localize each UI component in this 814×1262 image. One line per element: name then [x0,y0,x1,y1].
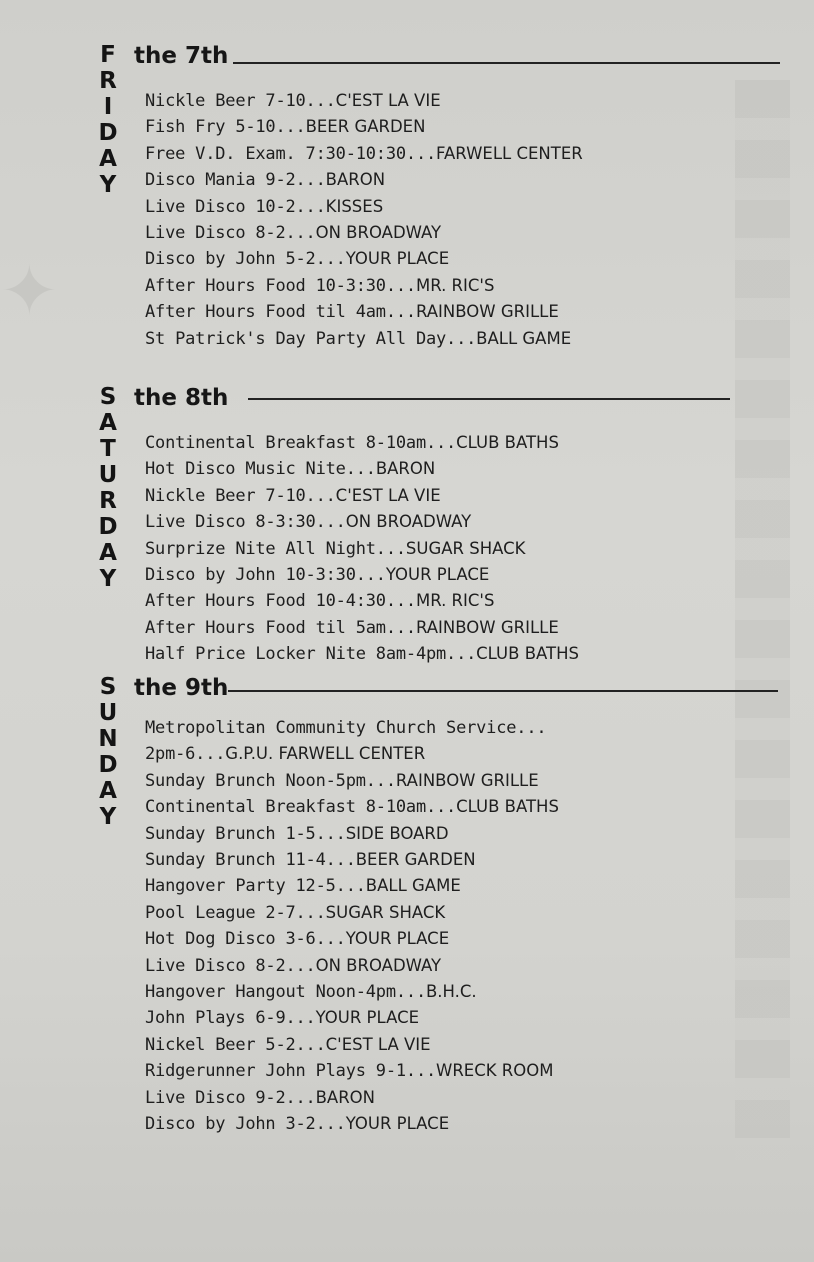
day-letter: Y [99,172,117,198]
day-letter: A [99,778,117,804]
event-item: Sunday Brunch 11-4...BEER GARDEN [145,850,476,871]
day-date-header: the 9th [134,675,229,701]
event-item: Nickle Beer 7-10...C'EST LA VIE [145,91,441,111]
day-letter: F [100,42,116,68]
header-rule [248,398,730,400]
day-letter: R [99,488,117,514]
event-item: Sunday Brunch Noon-5pm...RAINBOW GRILLE [145,770,539,791]
event-item: Pool League 2-7...SUGAR SHACK [145,902,446,923]
event-item: After Hours Food til 4am...RAINBOW GRILLE [145,302,559,323]
event-item: Live Disco 8-2...ON BROADWAY [145,223,442,244]
event-item: Disco by John 5-2...YOUR PLACE [145,249,450,270]
day-vertical-label [96,384,120,592]
event-item: Disco by John 10-3:30...YOUR PLACE [145,565,490,586]
event-item: Hangover Party 12-5...BALL GAME [145,876,461,897]
event-item: Surprize Nite All Night...SUGAR SHACK [145,538,526,559]
event-item: Live Disco 9-2...BARON [145,1087,375,1108]
event-item: Free V.D. Exam. 7:30-10:30...FARWELL CENTER [145,143,583,164]
event-item: After Hours Food 10-3:30...MR. RIC'S [145,275,495,296]
day-date-header: the 7th [134,43,229,69]
day-letter: A [99,540,117,566]
day-letter: I [103,94,113,120]
event-item: Nickel Beer 5-2...C'EST LA VIE [145,1034,431,1055]
event-item: Hot Dog Disco 3-6...YOUR PLACE [145,929,450,950]
event-item: Disco Mania 9-2...BARON [145,170,386,191]
event-item: Hangover Hangout Noon-4pm...B.H.C. [145,982,477,1003]
event-item: Disco by John 3-2...YOUR PLACE [145,1114,450,1135]
event-list [145,88,583,352]
day-letter: T [100,436,116,462]
event-item: Live Disco 10-2...KISSES [145,196,384,217]
event-item: Live Disco 8-3:30...ON BROADWAY [145,512,472,533]
day-letter: S [99,674,117,700]
event-item: Nickle Beer 7-10...C'EST LA VIE [145,485,441,506]
event-item: Hot Disco Music Nite...BARON [145,459,436,480]
day-letter: Y [99,804,117,830]
day-letter: Y [99,566,117,592]
event-item: After Hours Food til 5am...RAINBOW GRILLE [145,617,559,638]
day-letter: A [99,146,117,172]
day-letter: S [99,384,117,410]
day-letter: U [98,700,118,726]
day-letter: U [98,462,118,488]
day-letter: R [99,68,117,94]
event-item: Fish Fry 5-10...BEER GARDEN [145,117,426,138]
event-item: Continental Breakfast 8-10am...CLUB BATHS [145,433,559,453]
day-letter: D [98,752,118,778]
event-item: Ridgerunner John Plays 9-1...WRECK ROOM [145,1061,554,1082]
event-item: 2pm-6...G.P.U. FARWELL CENTER [145,744,426,765]
day-letter: D [98,514,118,540]
event-item: After Hours Food 10-4:30...MR. RIC'S [145,591,495,612]
event-item: Half Price Locker Nite 8am-4pm...CLUB BATHS [145,644,579,665]
event-item: Sunday Brunch 1-5...SIDE BOARD [145,823,449,844]
event-item: Continental Breakfast 8-10am...CLUB BATHS [145,797,559,818]
event-item: St Patrick's Day Party All Day...BALL GAME [145,328,572,349]
day-letter: N [98,726,118,752]
day-letter: A [99,410,117,436]
day-vertical-label [96,42,120,198]
event-item: John Plays 6-9...YOUR PLACE [145,1008,420,1029]
header-rule [233,62,780,64]
bleed-through-decoration: ✦ [0,250,59,332]
event-item: Metropolitan Community Church Service... [145,718,547,738]
header-rule [228,690,778,692]
bleed-through-decoration [735,80,790,1160]
day-letter: D [98,120,118,146]
day-vertical-label [96,674,120,830]
event-list [145,430,579,668]
event-list [145,715,559,1138]
event-item: Live Disco 8-2...ON BROADWAY [145,955,442,976]
day-date-header: the 8th [134,385,229,411]
